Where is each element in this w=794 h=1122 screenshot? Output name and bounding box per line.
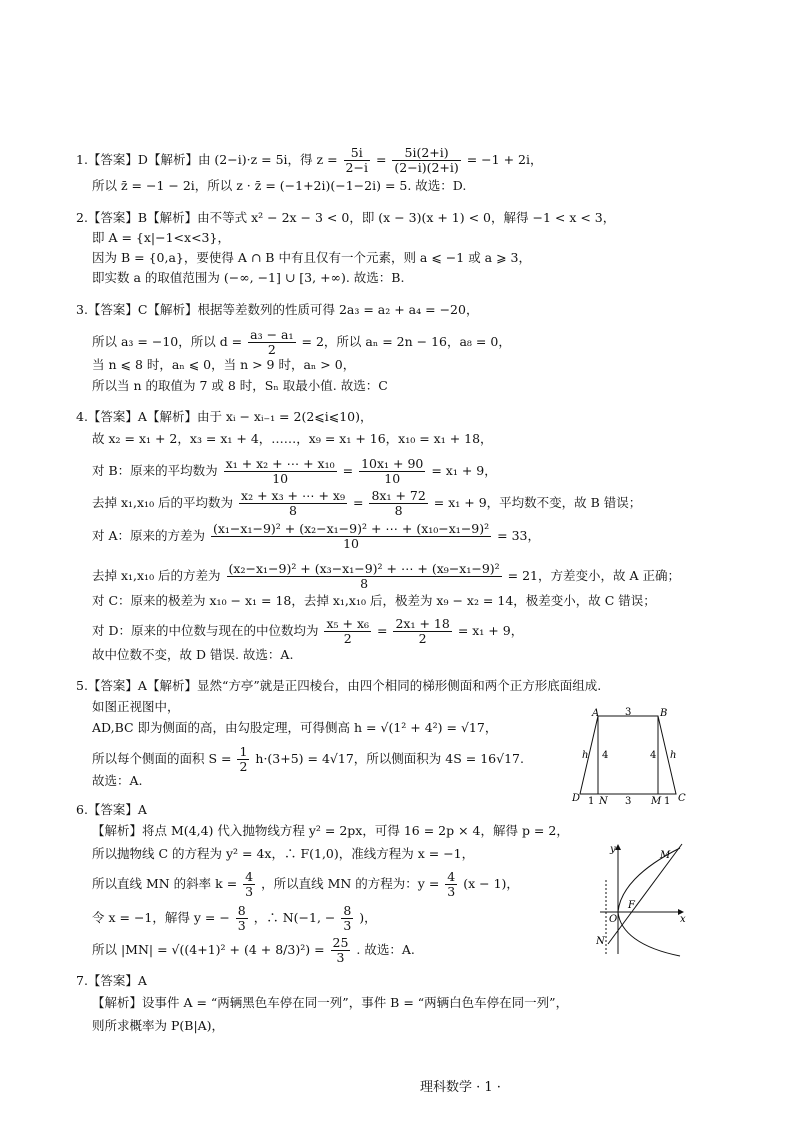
numerator: x₁ + x₂ + ⋯ + x₁₀	[225, 456, 335, 471]
text: =	[377, 623, 388, 638]
text: = x₁ + 9，	[431, 463, 497, 478]
text: = 33，	[497, 528, 540, 543]
text: 去掉 x₁,x₁₀ 后的方差为	[92, 568, 221, 583]
q2-line-1: 2.【答案】B【解析】由不等式 x² − 2x − 3 < 0，即 (x − 3)(x + 1) < 0，解得 −1 < x < 3，	[76, 210, 616, 225]
text: 所以直线 MN 的斜率 k =	[92, 876, 238, 891]
numerator: (x₁−x₁−9)² + (x₂−x₁−9)² + ⋯ + (x₁₀−x₁−9)²	[213, 521, 490, 536]
fraction	[324, 617, 371, 646]
label-F: F	[628, 900, 635, 911]
q6-line-5	[92, 904, 377, 933]
text: = −1 + 2i，	[466, 152, 543, 167]
text: =	[342, 463, 354, 478]
denominator: 2	[343, 631, 352, 646]
q1-line-2: 所以 z̄ = −1 − 2i，所以 z · z̄ = (−1+2i)(−1−2i) = 5. 故选：D.	[92, 178, 467, 193]
denominator: 10	[384, 471, 401, 486]
fraction	[331, 936, 351, 965]
fraction	[239, 489, 347, 518]
text: = 21，方差变小，故 A 正确；	[507, 568, 680, 583]
q7-line-2: 【解析】设事件 A = “两辆黑色车停在同一列”，事件 B = “两辆白色车停在同一列”，	[92, 995, 569, 1010]
q7-line-1: 7.【答案】A	[76, 973, 147, 988]
text: 所以 a₃ = −10，所以 d =	[92, 334, 243, 349]
fraction	[392, 146, 460, 175]
text: ，∴ N(−1, −	[253, 910, 336, 925]
denominator: 2−i	[345, 160, 368, 175]
numerator: (x₂−x₁−9)² + (x₃−x₁−9)² + ⋯ + (x₉−x₁−9)²	[228, 561, 500, 576]
text: 令 x = −1，解得 y = −	[92, 910, 230, 925]
numerator: 2x₁ + 18	[395, 616, 450, 631]
label-D: D	[572, 793, 581, 804]
denominator: 3	[336, 950, 345, 965]
q3-line-4: 所以当 n 的取值为 7 或 8 时，Sₙ 取最小值. 故选：C	[92, 378, 388, 393]
text: 对 B：原来的平均数为	[92, 463, 218, 478]
text: 所以 |MN| = √((4+1)² + (4 + 8/3)²) =	[92, 942, 325, 957]
denominator: 3	[447, 884, 456, 899]
numerator: 5i	[344, 146, 370, 161]
numerator: a₃ − a₁	[250, 327, 294, 342]
text: 去掉 x₁,x₁₀ 后的平均数为	[92, 495, 234, 510]
label-C: C	[678, 793, 686, 804]
denominator: 2	[267, 342, 276, 357]
denominator: (2−i)(2+i)	[394, 160, 459, 175]
denominator: 2	[239, 759, 248, 774]
label-h-left: h	[582, 750, 589, 761]
numerator: x₂ + x₃ + ⋯ + x₉	[241, 488, 345, 503]
q4-line-4	[92, 489, 641, 518]
fraction	[369, 489, 427, 518]
text: = 2，所以 aₙ = 2n − 16，a₈ = 0，	[301, 334, 511, 349]
denominator: 8	[394, 503, 403, 518]
q4-line-1: 4.【答案】A【解析】由于 xᵢ − xᵢ₋₁ = 2(2⩽i⩽10)，	[76, 409, 373, 424]
fraction	[237, 745, 249, 774]
label-N: N	[596, 936, 605, 947]
denominator: 2	[418, 631, 427, 646]
text: )，	[359, 910, 377, 925]
text: = x₁ + 9，平均数不变，故 B 错误；	[433, 495, 642, 510]
text: =	[352, 495, 364, 510]
text: 所以每个侧面的面积 S =	[92, 751, 232, 766]
fraction	[236, 904, 248, 933]
numerator: 25	[332, 935, 349, 950]
q2-line-3: 因为 B = {0,a}，要使得 A ∩ B 中有且仅有一个元素，则 a ⩽ −1 或 a ⩾ 3，	[92, 250, 531, 265]
q3-line-3: 当 n ⩽ 8 时，aₙ ⩽ 0，当 n > 9 时，aₙ > 0，	[92, 357, 356, 372]
label-4-right: 4	[650, 750, 657, 761]
label-x: x	[680, 914, 686, 925]
numerator: 5i(2+i)	[392, 146, 460, 161]
numerator: x₅ + x₆	[326, 616, 370, 631]
label-4-left: 4	[602, 750, 609, 761]
numerator: 4	[245, 869, 254, 884]
numerator: 1	[239, 744, 248, 759]
label-top: 3	[625, 707, 632, 718]
fraction	[344, 146, 370, 175]
text: 对 A：原来的方差为	[92, 528, 206, 543]
q4-line-2: 故 x₂ = x₁ + 2，x₃ = x₁ + 4，……，x₉ = x₁ + 16，x₁₀ = x₁ + 18，	[92, 431, 493, 446]
trapezoid-figure	[570, 704, 690, 808]
page-footer: 理科数学 · 1 ·	[420, 1080, 501, 1095]
fraction	[341, 904, 353, 933]
fraction	[248, 328, 295, 357]
q4-line-5	[92, 522, 540, 551]
numerator: 8	[237, 903, 246, 918]
label-bottom-right: 1	[664, 796, 671, 807]
fraction	[211, 522, 491, 551]
q5-line-2: 如图正视图中，	[92, 699, 180, 714]
denominator: 8	[360, 576, 369, 591]
text: 对 D：原来的中位数与现在的中位数均为	[92, 623, 319, 638]
label-A: A	[592, 708, 600, 719]
q3-line-1: 3.【答案】C【解析】根据等差数列的性质可得 2a₃ = a₂ + a₄ = −20，	[76, 302, 479, 317]
numerator: 8	[343, 903, 352, 918]
q4-line-6	[92, 562, 680, 591]
text: (x − 1)，	[463, 876, 519, 891]
q4-line-9: 故中位数不变，故 D 错误. 故选：A.	[92, 647, 294, 662]
q4-line-8	[92, 617, 523, 646]
numerator: 8x₁ + 72	[371, 488, 426, 503]
q6-line-1: 6.【答案】A	[76, 802, 147, 817]
q5-line-3: AD,BC 即为侧面的高，由勾股定理，可得侧高 h = √(1² + 4²) = √17，	[92, 720, 498, 735]
q5-line-5: 故选：A.	[92, 773, 143, 788]
label-bottom-left: 1	[588, 796, 595, 807]
numerator: 10x₁ + 90	[361, 456, 424, 471]
numerator: 4	[447, 869, 456, 884]
q2-line-2: 即 A = {x|−1<x<3}，	[92, 230, 230, 245]
text: ，所以直线 MN 的方程为：y =	[261, 876, 440, 891]
q6-line-3: 所以抛物线 C 的方程为 y² = 4x，∴ F(1,0)，准线方程为 x = −1，	[92, 846, 475, 861]
q6-line-4	[92, 870, 519, 899]
denominator: 8	[289, 503, 297, 518]
label-N: N	[599, 796, 608, 807]
label-M: M	[660, 850, 671, 861]
denominator: 10	[343, 536, 360, 551]
label-B: B	[660, 708, 668, 719]
label-bottom-mid: 3	[625, 796, 632, 807]
q1-line-1: 1.【答案】D【解析】由 (2−i)·z = 5i，得 z = $\frac{5i}{2-i}$ = $\frac{5i(2+i)}{(2-i)(2+i)}$ = −1 + 2i，	[76, 145, 543, 175]
q5-line-4	[92, 745, 524, 774]
label-O: O	[609, 914, 618, 925]
q7-line-3: 则所求概率为 P(B|A)，	[92, 1018, 225, 1033]
fraction	[224, 457, 337, 486]
fraction	[445, 870, 457, 899]
q5-line-1: 5.【答案】A【解析】显然“方亭”就是正四棱台，由四个相同的梯形侧面和两个正方形底面组成.	[76, 678, 602, 693]
parabola-figure	[596, 840, 696, 958]
fraction	[227, 562, 502, 591]
denominator: 10	[272, 471, 289, 486]
label-M: M	[651, 796, 662, 807]
q2-line-4: 即实数 a 的取值范围为 (−∞, −1] ∪ [3, +∞). 故选：B.	[92, 270, 405, 285]
text: 1.【答案】D【解析】由 (2−i)·z = 5i，得 z =	[76, 152, 338, 167]
q6-line-2: 【解析】将点 M(4,4) 代入抛物线方程 y² = 2px，可得 16 = 2p × 4，解得 p = 2，	[92, 823, 569, 838]
q3-line-2	[92, 328, 511, 357]
label-y: y	[610, 844, 616, 855]
text: h·(3+5) = 4√17，所以侧面积为 4S = 16√17.	[255, 751, 524, 766]
fraction	[393, 617, 451, 646]
denominator: 3	[343, 918, 352, 933]
denominator: 3	[245, 884, 254, 899]
text: . 故选：A.	[356, 942, 415, 957]
fraction	[243, 870, 255, 899]
text: = x₁ + 9，	[457, 623, 524, 638]
label-h-right: h	[670, 750, 677, 761]
denominator: 3	[237, 918, 246, 933]
q4-line-7: 对 C：原来的极差为 x₁₀ − x₁ = 18，去掉 x₁,x₁₀ 后，极差为 x₉ − x₂ = 14，极差变小，故 C 错误；	[92, 593, 656, 608]
q6-line-6	[92, 936, 415, 965]
fraction	[359, 457, 425, 486]
q4-line-3	[92, 457, 497, 486]
